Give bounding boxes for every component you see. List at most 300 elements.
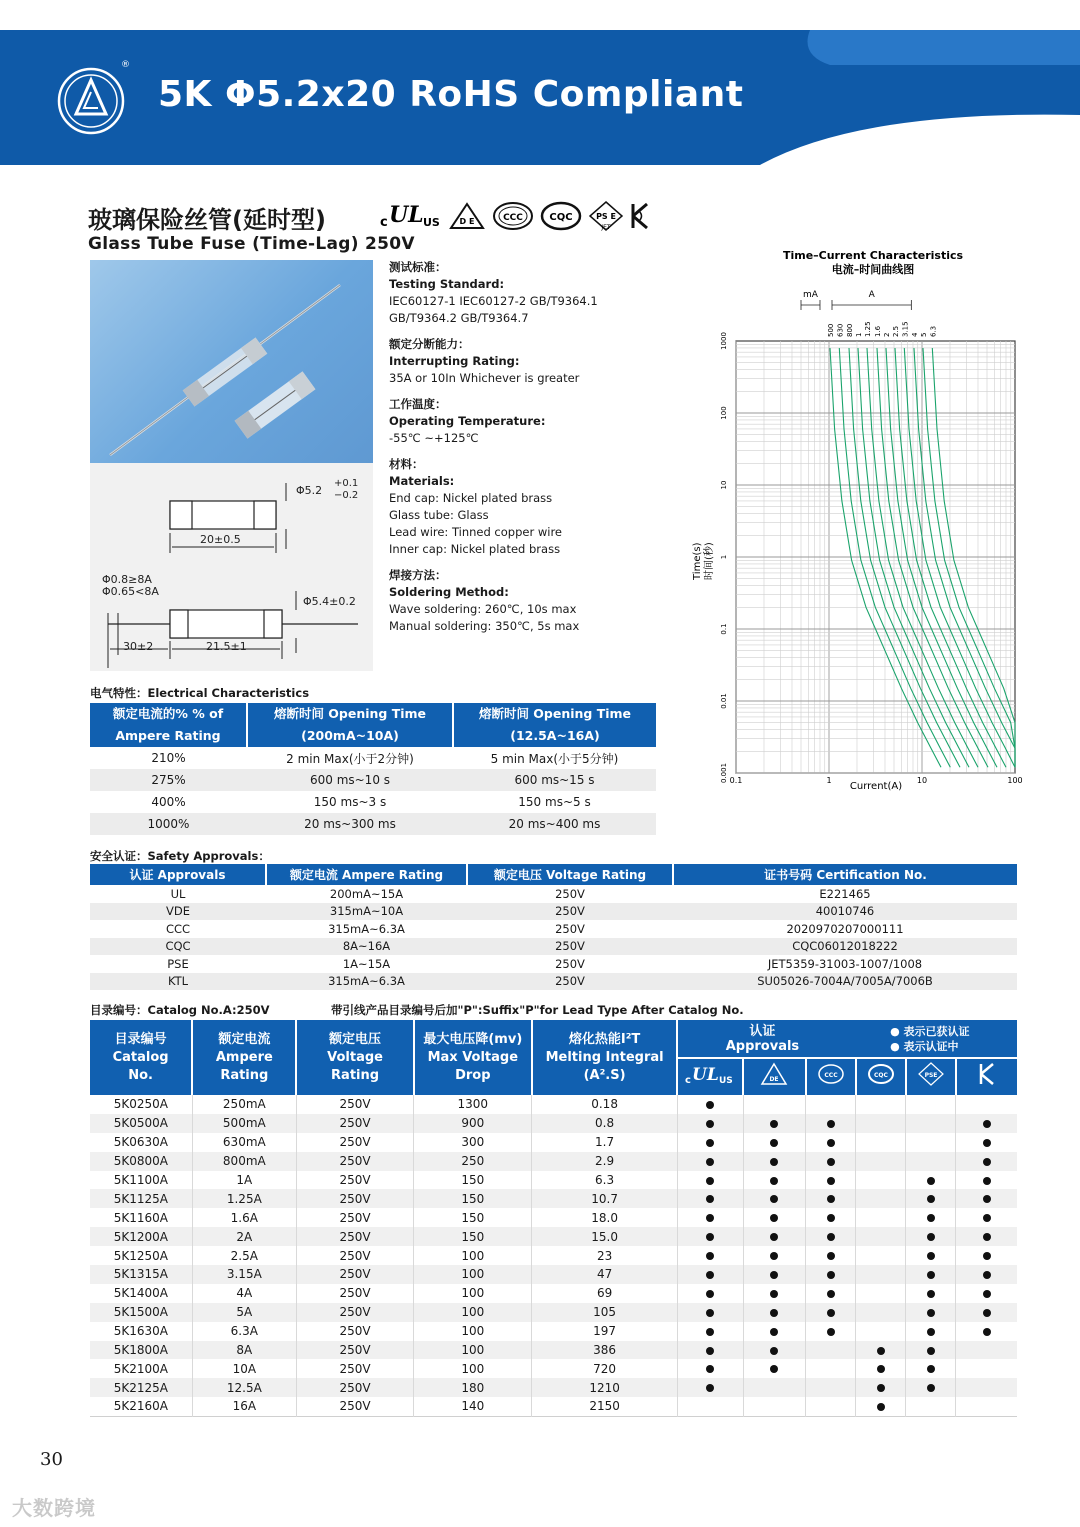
spec-value: IEC60127-1 IEC60127-2 GB/T9364.1 bbox=[389, 294, 598, 308]
spec-label-en: Operating Temperature: bbox=[389, 414, 546, 428]
cell-amp: 2.5A bbox=[192, 1246, 296, 1265]
approval-dot-icon bbox=[770, 1177, 778, 1185]
table-cell: JET5359-31003-1007/1008 bbox=[767, 956, 923, 971]
x-tick-label: 1 bbox=[826, 776, 832, 785]
cell-approval bbox=[956, 1171, 1017, 1190]
header-band bbox=[0, 30, 1080, 165]
cell-approval bbox=[806, 1359, 856, 1378]
cell-approval bbox=[677, 1265, 743, 1284]
cell-approval bbox=[743, 1284, 805, 1303]
table-row bbox=[90, 1189, 1017, 1208]
approval-dot-icon bbox=[983, 1252, 991, 1260]
cell-approval bbox=[906, 1171, 956, 1190]
dimension-drawing bbox=[90, 463, 373, 671]
cell-approval bbox=[743, 1114, 805, 1133]
ccc-icon bbox=[492, 201, 534, 231]
cell-approval bbox=[806, 1114, 856, 1133]
spec-list bbox=[389, 259, 679, 644]
cat-header-ampere: 额定电流 Ampere Rating bbox=[192, 1020, 296, 1095]
cell-approval bbox=[806, 1246, 856, 1265]
cell-drop: 250 bbox=[414, 1152, 532, 1171]
cell-no: 5K1250A bbox=[90, 1246, 192, 1265]
cell-amp: 250mA bbox=[192, 1095, 296, 1114]
approval-dot-icon bbox=[706, 1195, 714, 1203]
table-row bbox=[90, 903, 1017, 921]
cell-volt: 250V bbox=[296, 1189, 413, 1208]
spec-label-en: Materials: bbox=[389, 474, 455, 488]
cell-approval bbox=[956, 1359, 1017, 1378]
cell-i2t: 2.9 bbox=[532, 1152, 677, 1171]
series-label: 2.5 bbox=[892, 325, 901, 337]
spec-label-cn: 焊接方法： bbox=[389, 568, 447, 582]
cell-approval bbox=[956, 1095, 1017, 1114]
spec-materials bbox=[389, 456, 679, 558]
cell-approval bbox=[743, 1303, 805, 1322]
dim-body-len: 21.5±1 bbox=[206, 640, 247, 653]
cell-approval bbox=[956, 1246, 1017, 1265]
legend-certified: ● 表示已获认证 bbox=[890, 1024, 970, 1038]
cat-header-approvals bbox=[677, 1020, 1017, 1058]
approval-dot-icon bbox=[983, 1120, 991, 1128]
chart-ylabel-cn: 时间(秒) bbox=[704, 542, 715, 580]
y-tick-label: 10 bbox=[720, 480, 728, 490]
table-cell: 2020970207000111 bbox=[786, 921, 904, 936]
cell-volt: 250V bbox=[296, 1378, 413, 1397]
table-cell: SU05026-7004A/7005A/7006B bbox=[673, 973, 1017, 991]
x-tick-label: 10 bbox=[916, 776, 928, 785]
approval-dot-icon bbox=[706, 1177, 714, 1185]
page-title: 5K Φ5.2x20 RoHS Compliant bbox=[158, 74, 744, 115]
series-label: 1.25 bbox=[864, 321, 873, 337]
svg-text:CQC: CQC bbox=[549, 212, 573, 223]
cell-approval bbox=[743, 1246, 805, 1265]
cell-drop: 100 bbox=[414, 1303, 532, 1322]
cell-approval bbox=[743, 1152, 805, 1171]
group-label: A bbox=[868, 290, 875, 300]
approval-dot-icon bbox=[706, 1347, 714, 1355]
cell-i2t: 1210 bbox=[532, 1378, 677, 1397]
approval-dot-icon bbox=[983, 1195, 991, 1203]
approval-dot-icon bbox=[770, 1365, 778, 1373]
approval-dot-icon bbox=[927, 1328, 935, 1336]
cell-drop: 100 bbox=[414, 1359, 532, 1378]
cell-amp: 1.6A bbox=[192, 1208, 296, 1227]
table-cell: 250V bbox=[555, 921, 585, 936]
cell-approval bbox=[856, 1171, 906, 1190]
cell-drop: 100 bbox=[414, 1322, 532, 1341]
cell-drop: 100 bbox=[414, 1341, 532, 1360]
cell-amp: 16A bbox=[192, 1397, 296, 1416]
svg-text:PSE: PSE bbox=[924, 1072, 938, 1079]
table-cell: 250V bbox=[555, 886, 585, 901]
group-label: mA bbox=[803, 290, 818, 300]
approval-dot-icon bbox=[770, 1271, 778, 1279]
y-tick-label: 100 bbox=[720, 406, 728, 420]
cell-approval bbox=[956, 1303, 1017, 1322]
approval-dot-icon bbox=[927, 1233, 935, 1241]
table-row bbox=[90, 1152, 1017, 1171]
cell-no: 5K0250A bbox=[90, 1095, 192, 1114]
cell-i2t: 1.7 bbox=[532, 1133, 677, 1152]
cell-no: 5K0800A bbox=[90, 1152, 192, 1171]
spec-value: Inner cap: Nickel plated brass bbox=[389, 542, 561, 556]
ktl-icon bbox=[630, 201, 652, 231]
approval-dot-icon bbox=[927, 1365, 935, 1373]
approval-dot-icon bbox=[706, 1214, 714, 1222]
y-tick-label: 1 bbox=[720, 554, 728, 560]
approval-dot-icon bbox=[770, 1347, 778, 1355]
table-row: 275% 600 ms~10 s 600 ms~15 s bbox=[90, 769, 656, 791]
spec-label-cn: 材料： bbox=[389, 457, 424, 471]
approval-dot-icon bbox=[927, 1384, 935, 1392]
cell-i2t: 0.18 bbox=[532, 1095, 677, 1114]
approval-dot-icon bbox=[706, 1101, 714, 1109]
cell-drop: 180 bbox=[414, 1378, 532, 1397]
cell-approval bbox=[806, 1171, 856, 1190]
approval-dot-icon bbox=[770, 1328, 778, 1336]
cell-approval bbox=[677, 1227, 743, 1246]
table-cell: PSE bbox=[167, 956, 189, 971]
cell-approval bbox=[906, 1189, 956, 1208]
table-row bbox=[90, 1378, 1017, 1397]
cell-approval bbox=[806, 1189, 856, 1208]
cell-i2t: 720 bbox=[532, 1359, 677, 1378]
safety-header-cert-no: 证书号码 Certification No. bbox=[673, 864, 1017, 885]
spec-value: -55℃ ~+125℃ bbox=[389, 431, 479, 445]
cell-approval bbox=[743, 1171, 805, 1190]
table-row bbox=[90, 1397, 1017, 1416]
approval-dot-icon bbox=[706, 1252, 714, 1260]
cell-approval bbox=[856, 1208, 906, 1227]
cell-volt: 250V bbox=[296, 1397, 413, 1416]
table-cell: 8A~16A bbox=[266, 938, 467, 956]
cell-no: 5K1125A bbox=[90, 1189, 192, 1208]
table-row bbox=[90, 1095, 1017, 1114]
approval-dot-icon bbox=[927, 1271, 935, 1279]
cell-approval bbox=[743, 1133, 805, 1152]
cell-i2t: 0.8 bbox=[532, 1114, 677, 1133]
approval-dot-icon bbox=[983, 1214, 991, 1222]
svg-text:CCC: CCC bbox=[823, 1072, 838, 1079]
approval-dot-icon bbox=[827, 1271, 835, 1279]
table-cell: UL bbox=[170, 886, 186, 901]
cell-amp: 1.25A bbox=[192, 1189, 296, 1208]
vde-icon bbox=[448, 201, 486, 231]
cell-approval bbox=[806, 1095, 856, 1114]
table-cell: 250V bbox=[467, 938, 673, 956]
cell-no: 5K1400A bbox=[90, 1284, 192, 1303]
approval-dot-icon bbox=[770, 1195, 778, 1203]
cell-approval bbox=[906, 1303, 956, 1322]
approval-dot-icon bbox=[983, 1139, 991, 1147]
approval-dot-icon bbox=[770, 1120, 778, 1128]
electrical-label: 电气特性：Electrical Characteristics bbox=[90, 686, 310, 700]
cell-approval bbox=[856, 1246, 906, 1265]
table-cell: 315mA~6.3A bbox=[328, 921, 405, 936]
cell-no: 5K1800A bbox=[90, 1341, 192, 1360]
spec-soldering-method bbox=[389, 567, 679, 635]
cell-approval bbox=[743, 1265, 805, 1284]
table-cell: 1A~15A bbox=[342, 956, 391, 971]
cell-approval bbox=[743, 1359, 805, 1378]
approval-dot-icon bbox=[706, 1139, 714, 1147]
cell-volt: 250V bbox=[296, 1322, 413, 1341]
cell-amp: 1A bbox=[192, 1171, 296, 1190]
svg-text:US: US bbox=[423, 216, 440, 229]
cell-approval bbox=[677, 1359, 743, 1378]
cell-approval bbox=[856, 1114, 906, 1133]
cell-approval bbox=[856, 1284, 906, 1303]
cell-approval bbox=[677, 1189, 743, 1208]
cell-volt: 250V bbox=[296, 1152, 413, 1171]
cell-approval bbox=[806, 1322, 856, 1341]
cell-amp: 6.3A bbox=[192, 1322, 296, 1341]
approval-dot-icon bbox=[827, 1233, 835, 1241]
cell-approval bbox=[677, 1152, 743, 1171]
cell-approval bbox=[956, 1152, 1017, 1171]
dim-diameter: Φ5.2 bbox=[296, 484, 323, 497]
approval-dot-icon bbox=[927, 1177, 935, 1185]
cell-approval bbox=[677, 1133, 743, 1152]
series-label: 800 bbox=[845, 323, 854, 337]
table-cell: 315mA~10A bbox=[266, 903, 467, 921]
y-tick-label: 0.01 bbox=[720, 693, 728, 709]
pse-icon bbox=[588, 200, 624, 232]
elec-header-time-low: 熔断时间 Opening Time (200mA~10A) bbox=[247, 703, 453, 747]
series-label: 6.3 bbox=[929, 325, 938, 337]
cell-approval bbox=[956, 1284, 1017, 1303]
spec-value: Manual soldering: 350℃, 5s max bbox=[389, 619, 580, 633]
approval-dot-icon bbox=[827, 1214, 835, 1222]
cell-approval bbox=[956, 1341, 1017, 1360]
cell-volt: 250V bbox=[296, 1359, 413, 1378]
ul-icon bbox=[380, 200, 442, 232]
cell-approval bbox=[906, 1095, 956, 1114]
cell-amp: 4A bbox=[192, 1284, 296, 1303]
cell-approval bbox=[677, 1284, 743, 1303]
cell-approval bbox=[806, 1208, 856, 1227]
cell-approval bbox=[806, 1397, 856, 1416]
approval-dot-icon bbox=[827, 1139, 835, 1147]
cell-approval bbox=[906, 1359, 956, 1378]
cat-header-pse-icon bbox=[906, 1058, 956, 1095]
cat-header-cqc-icon bbox=[856, 1058, 906, 1095]
approval-dot-icon bbox=[706, 1290, 714, 1298]
cell-no: 5K2160A bbox=[90, 1397, 192, 1416]
approval-dot-icon bbox=[983, 1309, 991, 1317]
table-cell: CCC bbox=[165, 921, 191, 936]
spec-label-cn: 工作温度： bbox=[389, 397, 447, 411]
cell-volt: 250V bbox=[296, 1114, 413, 1133]
table-row bbox=[90, 938, 1017, 956]
cell-amp: 12.5A bbox=[192, 1378, 296, 1397]
svg-text:UL: UL bbox=[692, 1065, 720, 1085]
cell-drop: 150 bbox=[414, 1227, 532, 1246]
approvals-title-cn: 认证 bbox=[749, 1023, 776, 1039]
cell-approval bbox=[956, 1265, 1017, 1284]
table-cell: VDE bbox=[90, 903, 266, 921]
cell-i2t: 15.0 bbox=[532, 1227, 677, 1246]
legend-in-progress: ● 表示认证中 bbox=[890, 1039, 959, 1053]
cell-approval bbox=[677, 1397, 743, 1416]
spec-interrupting-rating bbox=[389, 336, 679, 387]
cell-approval bbox=[906, 1265, 956, 1284]
cell-amp: 630mA bbox=[192, 1133, 296, 1152]
safety-table bbox=[90, 864, 1017, 990]
y-tick-label: 0.001 bbox=[720, 762, 728, 784]
cell-approval bbox=[906, 1152, 956, 1171]
cat-header-ktl-icon bbox=[956, 1058, 1017, 1095]
cell-approval bbox=[677, 1341, 743, 1360]
table-cell: KTL bbox=[90, 973, 266, 991]
elec-header-time-high: 熔断时间 Opening Time (12.5A~16A) bbox=[453, 703, 656, 747]
cell-drop: 100 bbox=[414, 1265, 532, 1284]
approval-dot-icon bbox=[827, 1158, 835, 1166]
cell-approval bbox=[677, 1246, 743, 1265]
table-cell: CQC bbox=[90, 938, 266, 956]
cell-approval bbox=[677, 1095, 743, 1114]
series-label: 2 bbox=[882, 332, 891, 337]
cell-approval bbox=[856, 1227, 906, 1246]
cell-approval bbox=[856, 1378, 906, 1397]
cell-i2t: 386 bbox=[532, 1341, 677, 1360]
approval-dot-icon bbox=[983, 1271, 991, 1279]
cell-amp: 500mA bbox=[192, 1114, 296, 1133]
cell-approval bbox=[956, 1397, 1017, 1416]
table-row bbox=[90, 920, 1017, 938]
product-title-cn: 玻璃保险丝管(延时型) bbox=[88, 206, 326, 234]
x-tick-label: 0.1 bbox=[729, 776, 743, 785]
approval-dot-icon bbox=[770, 1309, 778, 1317]
cell-drop: 100 bbox=[414, 1284, 532, 1303]
safety-header-voltage: 额定电压 Voltage Rating bbox=[467, 864, 673, 885]
cell-drop: 100 bbox=[414, 1246, 532, 1265]
series-label: 1 bbox=[854, 332, 863, 337]
spec-label-en: Testing Standard: bbox=[389, 277, 505, 291]
cell-approval bbox=[806, 1227, 856, 1246]
approval-dot-icon bbox=[770, 1214, 778, 1222]
cell-no: 5K1200A bbox=[90, 1227, 192, 1246]
registered-mark: ® bbox=[121, 60, 130, 70]
product-photo bbox=[90, 260, 373, 463]
cell-i2t: 47 bbox=[532, 1265, 677, 1284]
cell-approval bbox=[677, 1171, 743, 1190]
cell-no: 5K1160A bbox=[90, 1208, 192, 1227]
cell-volt: 250V bbox=[296, 1265, 413, 1284]
catalog-suffix-note: 带引线产品目录编号后加"P":Suffix"P"for Lead Type After Catalog No. bbox=[331, 1003, 744, 1017]
approval-dot-icon bbox=[827, 1252, 835, 1260]
watermark: 大数跨境 bbox=[12, 1496, 96, 1520]
safety-label: 安全认证：Safety Approvals： bbox=[90, 849, 270, 863]
table-row bbox=[90, 1359, 1017, 1378]
approval-dot-icon bbox=[983, 1290, 991, 1298]
cell-approval bbox=[906, 1246, 956, 1265]
chart-title-cn: 电流–时间曲线图 bbox=[831, 263, 915, 276]
cell-approval bbox=[956, 1133, 1017, 1152]
series-label: 630 bbox=[836, 323, 845, 337]
cell-approval bbox=[906, 1133, 956, 1152]
cell-drop: 150 bbox=[414, 1208, 532, 1227]
svg-text:D E: D E bbox=[459, 217, 475, 226]
approval-dot-icon bbox=[877, 1403, 885, 1411]
cell-approval bbox=[956, 1114, 1017, 1133]
table-row bbox=[90, 1322, 1017, 1341]
spec-value: GB/T9364.2 GB/T9364.7 bbox=[389, 311, 529, 325]
cell-approval bbox=[956, 1189, 1017, 1208]
series-label: 5 bbox=[919, 332, 928, 337]
cell-approval bbox=[677, 1114, 743, 1133]
cell-approval bbox=[956, 1378, 1017, 1397]
approval-dot-icon bbox=[770, 1233, 778, 1241]
series-label: 3.15 bbox=[901, 321, 910, 337]
cat-header-drop: 最大电压降(mv) Max Voltage Drop bbox=[414, 1020, 532, 1095]
cell-approval bbox=[906, 1341, 956, 1360]
table-cell: 250V bbox=[467, 903, 673, 921]
cell-approval bbox=[906, 1322, 956, 1341]
cell-approval bbox=[806, 1133, 856, 1152]
series-label: 4 bbox=[910, 332, 919, 337]
cell-i2t: 10.7 bbox=[532, 1189, 677, 1208]
approval-dot-icon bbox=[770, 1139, 778, 1147]
cell-approval bbox=[743, 1397, 805, 1416]
cell-approval bbox=[856, 1189, 906, 1208]
cell-volt: 250V bbox=[296, 1095, 413, 1114]
approval-dot-icon bbox=[770, 1290, 778, 1298]
table-row bbox=[90, 1114, 1017, 1133]
cat-header-ul-icon bbox=[677, 1058, 743, 1095]
certification-logos bbox=[380, 200, 652, 232]
cell-i2t: 105 bbox=[532, 1303, 677, 1322]
cell-volt: 250V bbox=[296, 1227, 413, 1246]
cell-approval bbox=[806, 1284, 856, 1303]
cell-no: 5K2100A bbox=[90, 1359, 192, 1378]
approval-dot-icon bbox=[927, 1252, 935, 1260]
approval-dot-icon bbox=[983, 1328, 991, 1336]
cell-approval bbox=[956, 1322, 1017, 1341]
table-cell: 250V bbox=[555, 956, 585, 971]
approval-dot-icon bbox=[706, 1309, 714, 1317]
cell-drop: 900 bbox=[414, 1114, 532, 1133]
approval-dot-icon bbox=[706, 1271, 714, 1279]
cell-approval bbox=[856, 1322, 906, 1341]
spec-value: Glass tube: Glass bbox=[389, 508, 489, 522]
table-row bbox=[90, 885, 1017, 903]
approval-dot-icon bbox=[770, 1252, 778, 1260]
approvals-title-en: Approvals bbox=[725, 1038, 800, 1054]
approval-dot-icon bbox=[983, 1158, 991, 1166]
approval-dot-icon bbox=[877, 1347, 885, 1355]
approval-dot-icon bbox=[827, 1328, 835, 1336]
svg-text:JET: JET bbox=[601, 224, 611, 231]
cell-no: 5K2125A bbox=[90, 1378, 192, 1397]
cell-no: 5K1630A bbox=[90, 1322, 192, 1341]
approval-dot-icon bbox=[706, 1158, 714, 1166]
cell-i2t: 69 bbox=[532, 1284, 677, 1303]
table-row: 210% 2 min Max(小于2分钟) 5 min Max(小于5分钟) bbox=[151, 751, 619, 766]
chart-svg bbox=[690, 245, 1030, 795]
approval-dot-icon bbox=[827, 1120, 835, 1128]
table-cell: E221465 bbox=[819, 886, 871, 901]
table-row bbox=[90, 1171, 1017, 1190]
approval-dot-icon bbox=[927, 1347, 935, 1355]
dim-lead-dia: Φ5.4±0.2 bbox=[303, 595, 356, 608]
cell-approval bbox=[743, 1322, 805, 1341]
cell-no: 5K1500A bbox=[90, 1303, 192, 1322]
table-row: 400% 150 ms~3 s 150 ms~5 s bbox=[151, 795, 591, 809]
cell-approval bbox=[956, 1227, 1017, 1246]
electrical-table bbox=[90, 703, 656, 835]
spec-label-cn: 额定分断能力： bbox=[389, 337, 470, 351]
